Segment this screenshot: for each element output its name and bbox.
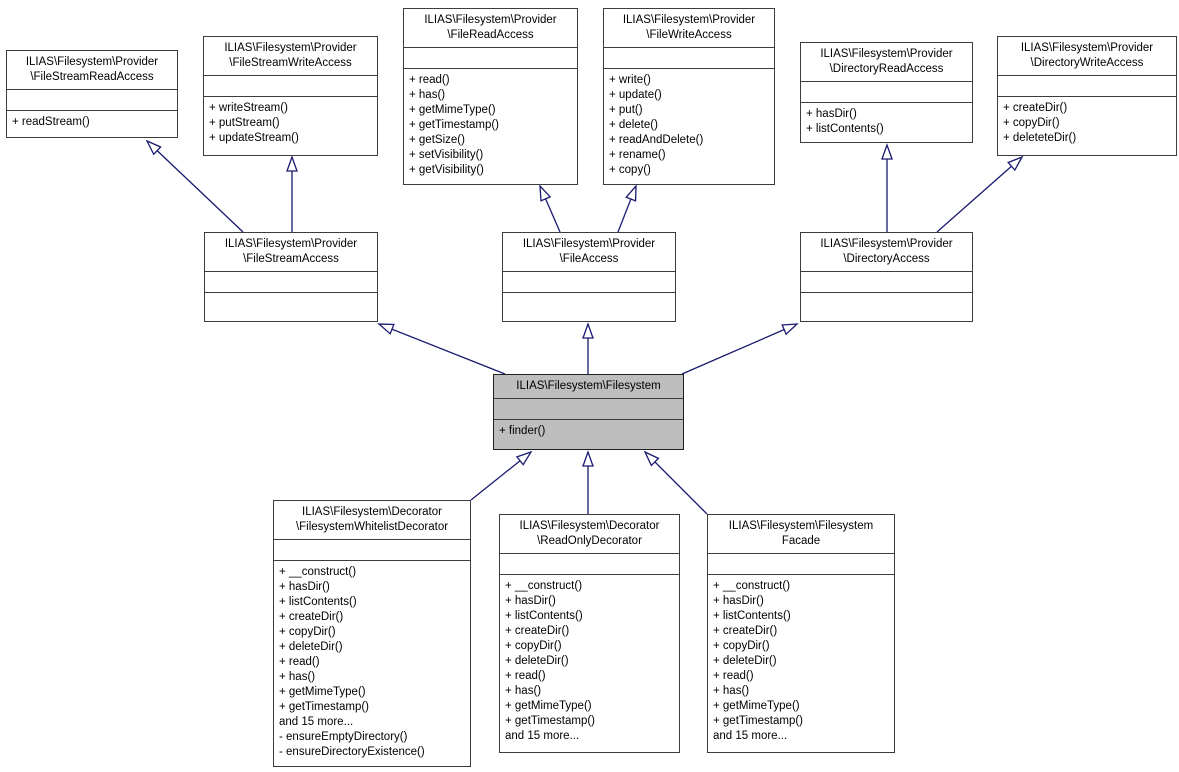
class-title bbox=[274, 501, 470, 540]
method-label: + write() bbox=[609, 74, 651, 86]
class-title-line: ILIAS\Filesystem\Decorator bbox=[519, 520, 660, 532]
method-label: + read() bbox=[713, 670, 754, 682]
method-label: + readStream() bbox=[12, 116, 90, 128]
inheritance-edge-Filesystem-to-FileStreamAccess bbox=[379, 324, 505, 374]
class-title-line: \ReadOnlyDecorator bbox=[537, 535, 642, 547]
method-label: + updateStream() bbox=[209, 132, 299, 144]
class-title-line: ILIAS\Filesystem\Decorator bbox=[302, 506, 442, 518]
method-label: + copyDir() bbox=[505, 640, 562, 652]
class-methods-compartment bbox=[7, 111, 177, 137]
method-label: - ensureEmptyDirectory() bbox=[279, 731, 408, 743]
method-label: + getMimeType() bbox=[713, 700, 800, 712]
class-methods-compartment bbox=[801, 293, 972, 321]
class-attributes-compartment bbox=[801, 272, 972, 293]
class-title-line: \DirectoryWriteAccess bbox=[1030, 57, 1144, 69]
inheritance-edge-FilesystemFacade-to-Filesystem bbox=[645, 452, 707, 514]
inheritance-edge-FileAccess-to-FileReadAccess bbox=[540, 186, 560, 232]
class-title-line: \FileReadAccess bbox=[447, 29, 534, 41]
method-label: + read() bbox=[409, 74, 450, 86]
class-methods-compartment bbox=[500, 575, 679, 752]
class-node-FileWriteAccess[interactable] bbox=[603, 8, 775, 185]
class-node-Filesystem[interactable] bbox=[493, 374, 684, 450]
class-title-line: \FileStreamReadAccess bbox=[30, 71, 154, 83]
class-title bbox=[204, 37, 377, 76]
class-title bbox=[503, 233, 675, 272]
method-label: + getMimeType() bbox=[505, 700, 592, 712]
class-title bbox=[404, 9, 577, 48]
method-label: + copyDir() bbox=[713, 640, 770, 652]
class-attributes-compartment bbox=[708, 554, 894, 575]
class-methods-compartment bbox=[604, 69, 774, 184]
class-title-line: \FileWriteAccess bbox=[646, 29, 732, 41]
method-label: + getMimeType() bbox=[279, 686, 366, 698]
method-label: + createDir() bbox=[713, 625, 778, 637]
class-title-line: \FileStreamAccess bbox=[243, 253, 339, 265]
method-label: + createDir() bbox=[505, 625, 570, 637]
class-node-FileStreamReadAccess[interactable] bbox=[6, 50, 178, 138]
class-node-DirectoryReadAccess[interactable] bbox=[800, 42, 973, 143]
class-title-line: ILIAS\Filesystem\Provider bbox=[622, 14, 756, 26]
method-label: + createDir() bbox=[1003, 102, 1068, 114]
method-label: and 15 more... bbox=[713, 730, 788, 742]
method-label: + delete() bbox=[609, 119, 658, 131]
method-label: + deleteDir() bbox=[279, 641, 343, 653]
class-attributes-compartment bbox=[205, 272, 377, 293]
method-label: + copyDir() bbox=[279, 626, 336, 638]
class-title-line: ILIAS\Filesystem\Provider bbox=[522, 238, 656, 250]
method-label: and 15 more... bbox=[505, 730, 580, 742]
class-title-line: ILIAS\Filesystem\Provider bbox=[820, 48, 953, 60]
method-label: + copyDir() bbox=[1003, 117, 1060, 129]
class-title bbox=[801, 43, 972, 82]
method-label: + update() bbox=[609, 89, 662, 101]
class-node-FilesystemWhitelistDecorator[interactable] bbox=[273, 500, 471, 767]
class-title bbox=[801, 233, 972, 272]
class-title bbox=[7, 51, 177, 90]
class-attributes-compartment bbox=[494, 399, 683, 420]
method-label: + read() bbox=[279, 656, 320, 668]
class-title-line: Facade bbox=[781, 535, 821, 547]
class-attributes-compartment bbox=[404, 48, 577, 69]
method-label: - ensureDirectoryExistence() bbox=[279, 746, 425, 758]
method-label: + finder() bbox=[499, 425, 546, 437]
method-label: + readAndDelete() bbox=[609, 134, 704, 146]
class-title-line: \FilesystemWhitelistDecorator bbox=[295, 521, 449, 533]
class-title-line: ILIAS\Filesystem\Provider bbox=[25, 56, 159, 68]
method-label: + put() bbox=[609, 104, 643, 116]
method-label: + copy() bbox=[609, 164, 651, 176]
method-label: + rename() bbox=[609, 149, 666, 161]
class-attributes-compartment bbox=[503, 272, 675, 293]
method-label: + has() bbox=[713, 685, 750, 697]
class-attributes-compartment bbox=[998, 76, 1176, 97]
class-title-line: \FileAccess bbox=[559, 253, 619, 265]
class-attributes-compartment bbox=[204, 76, 377, 97]
class-methods-compartment bbox=[503, 293, 675, 321]
class-node-FileAccess[interactable] bbox=[502, 232, 676, 322]
method-label: + deleteDir() bbox=[713, 655, 777, 667]
method-label: + getSize() bbox=[409, 134, 465, 146]
class-title-line: ILIAS\Filesystem\Provider bbox=[224, 238, 358, 250]
class-title-line: ILIAS\Filesystem\Filesystem bbox=[728, 520, 874, 532]
method-label: + has() bbox=[279, 671, 316, 683]
class-title bbox=[708, 515, 894, 554]
class-node-FileStreamAccess[interactable] bbox=[204, 232, 378, 322]
class-attributes-compartment bbox=[801, 82, 972, 103]
method-label: + writeStream() bbox=[209, 102, 288, 114]
class-title bbox=[500, 515, 679, 554]
method-label: + hasDir() bbox=[806, 108, 857, 120]
method-label: + getTimestamp() bbox=[279, 701, 370, 713]
class-node-ReadOnlyDecorator[interactable] bbox=[499, 514, 680, 753]
inheritance-edge-DirectoryAccess-to-DirectoryWriteAccess bbox=[937, 157, 1022, 232]
method-label: + setVisibility() bbox=[409, 149, 484, 161]
class-methods-compartment bbox=[998, 97, 1176, 155]
class-title-line: \FileStreamWriteAccess bbox=[229, 57, 352, 69]
method-label: + __construct() bbox=[713, 580, 791, 592]
class-title-line: \DirectoryReadAccess bbox=[829, 63, 944, 75]
method-label: + getTimestamp() bbox=[505, 715, 596, 727]
method-label: + read() bbox=[505, 670, 546, 682]
class-methods-compartment bbox=[204, 97, 377, 155]
class-attributes-compartment bbox=[274, 540, 470, 561]
method-label: + getVisibility() bbox=[409, 164, 484, 176]
class-title-line: ILIAS\Filesystem\Filesystem bbox=[516, 380, 661, 392]
inheritance-edge-FileAccess-to-FileWriteAccess bbox=[618, 186, 636, 232]
method-label: + __construct() bbox=[279, 566, 357, 578]
method-label: + listContents() bbox=[279, 596, 357, 608]
method-label: + getTimestamp() bbox=[713, 715, 804, 727]
method-label: + listContents() bbox=[713, 610, 791, 622]
method-label: + hasDir() bbox=[505, 595, 556, 607]
class-attributes-compartment bbox=[604, 48, 774, 69]
class-node-DirectoryAccess[interactable] bbox=[800, 232, 973, 322]
inheritance-edge-Filesystem-to-DirectoryAccess bbox=[682, 324, 797, 374]
method-label: + listContents() bbox=[806, 123, 884, 135]
class-title bbox=[494, 375, 683, 399]
class-methods-compartment bbox=[205, 293, 377, 321]
class-methods-compartment bbox=[404, 69, 577, 184]
method-label: + createDir() bbox=[279, 611, 344, 623]
class-attributes-compartment bbox=[500, 554, 679, 575]
method-label: + getTimestamp() bbox=[409, 119, 500, 131]
inheritance-edge-FilesystemWhitelistDecorator-to-Filesystem bbox=[471, 452, 531, 500]
class-title bbox=[998, 37, 1176, 76]
class-node-FileStreamWriteAccess[interactable] bbox=[203, 36, 378, 156]
class-node-DirectoryWriteAccess[interactable] bbox=[997, 36, 1177, 156]
method-label: + has() bbox=[505, 685, 542, 697]
class-title-line: ILIAS\Filesystem\Provider bbox=[424, 14, 557, 26]
method-label: and 15 more... bbox=[279, 716, 354, 728]
class-title bbox=[205, 233, 377, 272]
method-label: + deleteteDir() bbox=[1003, 132, 1077, 144]
method-label: + getMimeType() bbox=[409, 104, 496, 116]
class-methods-compartment bbox=[708, 575, 894, 752]
method-label: + hasDir() bbox=[279, 581, 330, 593]
class-title-line: ILIAS\Filesystem\Provider bbox=[820, 238, 953, 250]
class-title-line: ILIAS\Filesystem\Provider bbox=[1020, 42, 1154, 54]
method-label: + listContents() bbox=[505, 610, 583, 622]
method-label: + putStream() bbox=[209, 117, 280, 129]
method-label: + deleteDir() bbox=[505, 655, 569, 667]
class-title-line: ILIAS\Filesystem\Provider bbox=[224, 42, 357, 54]
method-label: + has() bbox=[409, 89, 446, 101]
class-title-line: \DirectoryAccess bbox=[843, 253, 930, 265]
method-label: + __construct() bbox=[505, 580, 583, 592]
class-methods-compartment bbox=[494, 420, 683, 449]
class-methods-compartment bbox=[801, 103, 972, 142]
class-node-FilesystemFacade[interactable] bbox=[707, 514, 895, 753]
class-node-FileReadAccess[interactable] bbox=[403, 8, 578, 185]
class-methods-compartment bbox=[274, 561, 470, 766]
method-label: + hasDir() bbox=[713, 595, 764, 607]
class-title bbox=[604, 9, 774, 48]
class-attributes-compartment bbox=[7, 90, 177, 111]
